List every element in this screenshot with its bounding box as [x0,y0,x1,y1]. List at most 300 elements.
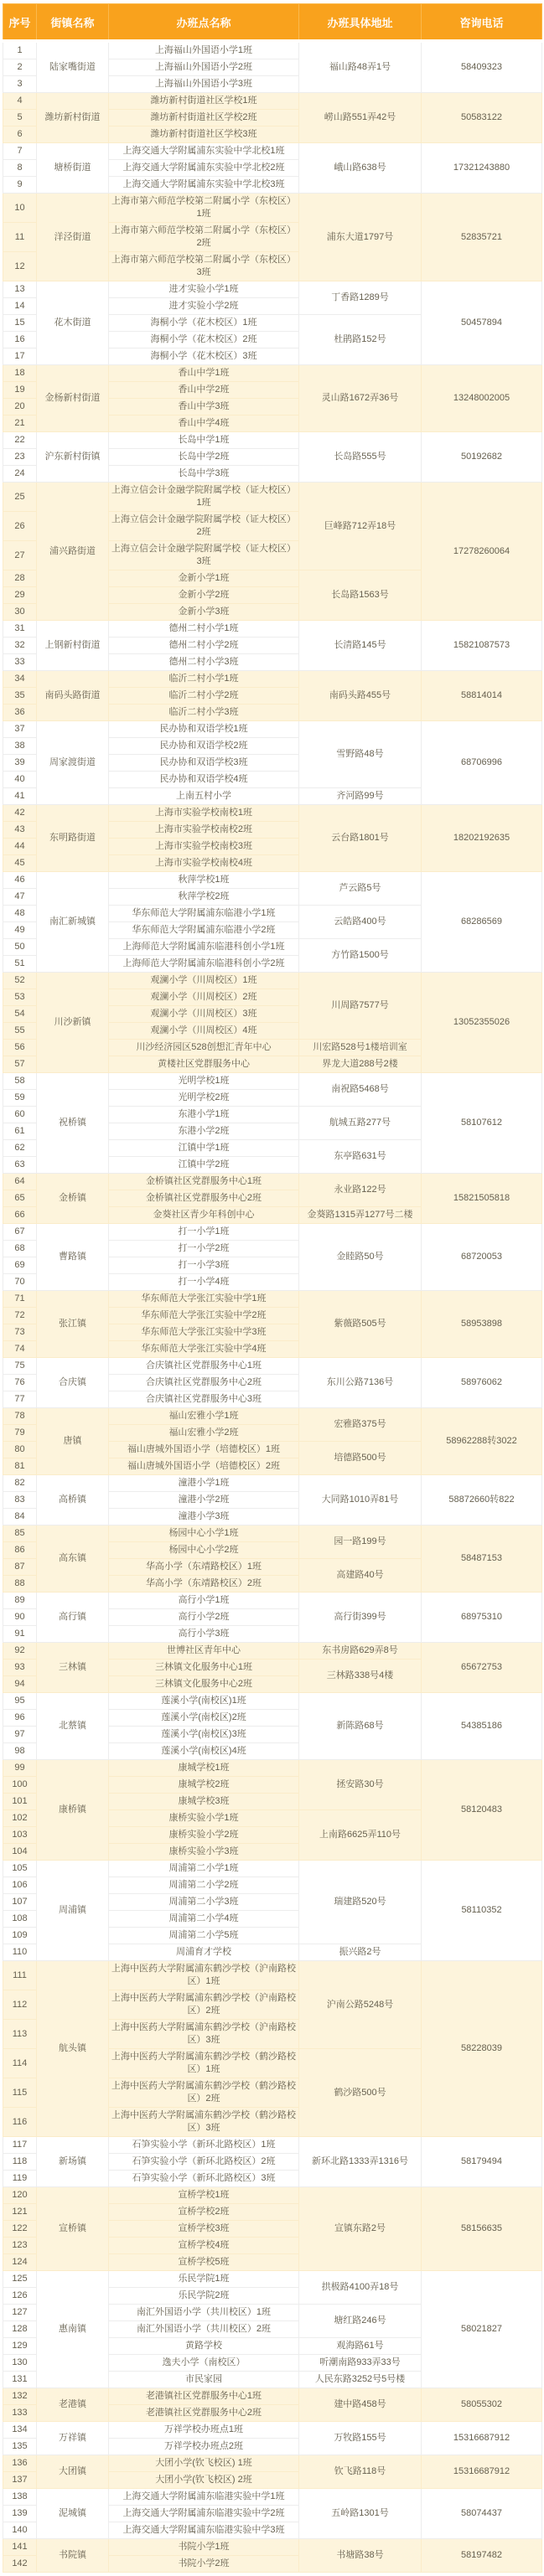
site-name-cell: 福山宏雅小学1班 [109,1408,299,1425]
site-name-cell: 临沂二村小学1班 [109,671,299,688]
site-address-cell: 杜鹃路152号 [299,315,422,365]
site-name-cell: 康城学校3班 [109,1794,299,1810]
row-number-cell: 8 [3,160,37,177]
phone-cell: 58156635 [422,2187,542,2271]
site-name-cell: 德州二村小学3班 [109,654,299,671]
site-name-cell: 上海市实验学校南校1班 [109,805,299,822]
row-number-cell: 58 [3,1073,37,1090]
site-name-cell: 周浦第二小学5班 [109,1928,299,1944]
row-number-cell: 96 [3,1710,37,1727]
table-row [3,2489,542,2506]
row-number-cell: 108 [3,1911,37,1928]
table-row [3,2388,542,2405]
site-name-cell: 上海市第六师范学校第二附属小学（东校区）2班 [109,223,299,252]
row-number-cell: 116 [3,2108,37,2137]
row-number-cell: 92 [3,1643,37,1660]
row-number-cell: 91 [3,1626,37,1643]
row-number-cell: 141 [3,2539,37,2556]
phone-cell: 68720053 [422,1224,542,1291]
row-number-cell: 37 [3,721,37,738]
row-number-cell: 76 [3,1375,37,1391]
site-name-cell: 长岛中学2班 [109,449,299,466]
site-name-cell: 市民家园 [109,2372,299,2388]
row-number-cell: 38 [3,738,37,755]
phone-cell: 58228039 [422,1961,542,2137]
phone-cell: 52835721 [422,194,542,281]
row-number-cell: 66 [3,1207,37,1224]
table-row [3,281,542,298]
row-number-cell: 123 [3,2238,37,2254]
row-number-cell: 119 [3,2171,37,2187]
row-number-cell: 35 [3,688,37,705]
phone-cell: 58814014 [422,671,542,721]
site-name-cell: 福山唐城外国语小学（培德校区）2班 [109,1458,299,1475]
row-number-cell: 72 [3,1308,37,1324]
site-name-cell: 民办协和双语学校2班 [109,738,299,755]
site-name-cell: 潍坊新村街道社区学校2班 [109,110,299,126]
site-address-cell: 东亭路631号 [299,1140,422,1174]
town-name-cell: 北蔡镇 [37,1693,109,1760]
table-row [3,432,542,449]
town-name-cell: 航头镇 [37,1961,109,2137]
town-name-cell: 花木街道 [37,281,109,365]
row-number-cell: 47 [3,889,37,906]
row-number-cell: 115 [3,2078,37,2108]
row-number-cell: 60 [3,1107,37,1123]
row-number-cell: 67 [3,1224,37,1241]
row-number-cell: 105 [3,1861,37,1877]
site-address-cell: 芦云路5号 [299,872,422,906]
phone-cell: 68286569 [422,872,542,973]
site-address-cell: 峨山路638号 [299,143,422,194]
site-name-cell: 莲溪小学(南校区)4班 [109,1743,299,1760]
site-address-cell: 长岛路1563号 [299,570,422,621]
row-number-cell: 43 [3,822,37,839]
row-number-cell: 56 [3,1040,37,1056]
row-number-cell: 80 [3,1442,37,1458]
site-name-cell: 上海福山外国语小学1班 [109,41,299,59]
row-number-cell: 20 [3,399,37,416]
site-name-cell: 宣桥学校3班 [109,2221,299,2238]
site-name-cell: 周浦第二小学3班 [109,1894,299,1911]
site-name-cell: 民办协和双语学校4班 [109,772,299,788]
site-name-cell: 万祥学校办班点1班 [109,2422,299,2439]
site-address-cell: 崂山路551弄42号 [299,93,422,143]
table-row [3,1408,542,1425]
table-row [3,973,542,989]
site-name-cell: 黄路学校 [109,2338,299,2355]
row-number-cell: 127 [3,2305,37,2321]
row-number-cell: 24 [3,466,37,483]
site-address-cell: 长岛路555号 [299,432,422,483]
row-number-cell: 125 [3,2271,37,2288]
row-number-cell: 121 [3,2204,37,2221]
town-name-cell: 万祥镇 [37,2422,109,2455]
site-address-cell: 瑞建路520号 [299,1861,422,1944]
row-number-cell: 32 [3,638,37,654]
row-number-cell: 6 [3,126,37,143]
site-address-cell: 新环北路1333弄1316号 [299,2137,422,2187]
site-address-cell: 灵山路1672弄36号 [299,365,422,432]
site-address-cell: 观海路61号 [299,2338,422,2355]
phone-cell: 15316687912 [422,2455,542,2489]
row-number-cell: 11 [3,223,37,252]
site-address-cell: 宏雅路375号 [299,1408,422,1442]
row-number-cell: 5 [3,110,37,126]
town-name-cell: 陆家嘴街道 [37,41,109,93]
town-name-cell: 祝桥镇 [37,1073,109,1174]
phone-cell: 15821087573 [422,621,542,671]
site-name-cell: 潼港小学3班 [109,1509,299,1525]
site-name-cell: 川沙经济园区528创想汇青年中心 [109,1040,299,1056]
phone-cell: 15821505818 [422,1174,542,1224]
table-row [3,1760,542,1777]
row-number-cell: 140 [3,2522,37,2539]
table-row [3,671,542,688]
row-number-cell: 61 [3,1123,37,1140]
row-number-cell: 62 [3,1140,37,1157]
site-name-cell: 临沂二村小学3班 [109,705,299,721]
site-name-cell: 宣桥学校2班 [109,2204,299,2221]
site-name-cell: 合庆镇社区党群服务中心2班 [109,1375,299,1391]
phone-cell: 50457894 [422,281,542,365]
town-name-cell: 曹路镇 [37,1224,109,1291]
table-row [3,721,542,738]
table-row [3,1593,542,1609]
phone-cell: 18202192635 [422,805,542,872]
row-number-cell: 82 [3,1475,37,1492]
row-number-cell: 81 [3,1458,37,1475]
phone-cell: 50583122 [422,93,542,143]
town-name-cell: 沪东新村街镇 [37,432,109,483]
site-name-cell: 德州二村小学1班 [109,621,299,638]
row-number-cell: 4 [3,93,37,110]
table-row [3,1961,542,1990]
town-name-cell: 东明路街道 [37,805,109,872]
table-row [3,194,542,223]
site-name-cell: 进才实验小学1班 [109,281,299,298]
row-number-cell: 65 [3,1190,37,1207]
row-number-cell: 54 [3,1006,37,1023]
table-row [3,1643,542,1660]
site-address-cell: 上南路6625弄110号 [299,1810,422,1861]
phone-cell: 68706996 [422,721,542,805]
town-name-cell: 周家渡街道 [37,721,109,805]
site-name-cell: 周浦第二小学4班 [109,1911,299,1928]
row-number-cell: 45 [3,855,37,872]
site-address-cell: 园一路199号 [299,1525,422,1559]
table-row [3,1358,542,1375]
header-town-name: 街镇名称 [37,4,109,42]
row-number-cell: 18 [3,365,37,382]
site-name-cell: 康城学校2班 [109,1777,299,1794]
row-number-cell: 55 [3,1023,37,1040]
site-name-cell: 逸夫小学（南校区） [109,2355,299,2372]
row-number-cell: 122 [3,2221,37,2238]
town-name-cell: 惠南镇 [37,2271,109,2388]
site-address-cell: 钦飞路118号 [299,2455,422,2489]
row-number-cell: 2 [3,59,37,76]
site-address-cell: 长清路145号 [299,621,422,671]
row-number-cell: 39 [3,755,37,772]
site-name-cell: 上海中医药大学附属浦东鹤沙学校（沪南路校区）3班 [109,2020,299,2049]
site-name-cell: 老港镇社区党群服务中心2班 [109,2405,299,2422]
site-name-cell: 上海交通大学附属浦东临港实验中学3班 [109,2522,299,2539]
town-name-cell: 张江镇 [37,1291,109,1358]
site-name-cell: 民办协和双语学校3班 [109,755,299,772]
row-number-cell: 13 [3,281,37,298]
site-name-cell: 宣桥学校5班 [109,2254,299,2271]
row-number-cell: 84 [3,1509,37,1525]
site-name-cell: 打一小学2班 [109,1241,299,1257]
town-name-cell: 浦兴路街道 [37,483,109,621]
site-name-cell: 海桐小学（花木校区）3班 [109,348,299,365]
row-number-cell: 124 [3,2254,37,2271]
site-name-cell: 乐民学院2班 [109,2288,299,2305]
row-number-cell: 7 [3,143,37,160]
site-name-cell: 上海市第六师范学校第二附属小学（东校区）1班 [109,194,299,223]
table-row [3,93,542,110]
row-number-cell: 77 [3,1391,37,1408]
town-name-cell: 高东镇 [37,1525,109,1593]
row-number-cell: 42 [3,805,37,822]
row-number-cell: 69 [3,1257,37,1274]
site-address-cell: 云台路1801号 [299,805,422,872]
site-name-cell: 香山中学4班 [109,416,299,432]
row-number-cell: 17 [3,348,37,365]
row-number-cell: 83 [3,1492,37,1509]
site-address-cell: 万牧路155号 [299,2422,422,2455]
site-name-cell: 莲溪小学(南校区)2班 [109,1710,299,1727]
table-row [3,1861,542,1877]
row-number-cell: 75 [3,1358,37,1375]
table-header-row [3,4,542,42]
site-address-cell: 南祝路5468号 [299,1073,422,1107]
site-name-cell: 书院小学1班 [109,2539,299,2556]
site-name-cell: 上海立信会计金融学院附属学校（证大校区）2班 [109,512,299,541]
site-name-cell: 打一小学3班 [109,1257,299,1274]
header-site-name: 办班点名称 [109,4,299,42]
row-number-cell: 132 [3,2388,37,2405]
site-name-cell: 香山中学2班 [109,382,299,399]
site-name-cell: 杨园中心小学1班 [109,1525,299,1542]
row-number-cell: 139 [3,2506,37,2522]
site-address-cell: 五岭路1301号 [299,2489,422,2539]
row-number-cell: 46 [3,872,37,889]
table-row [3,1224,542,1241]
table-row [3,2137,542,2154]
site-name-cell: 华高小学（东靖路校区）2班 [109,1576,299,1593]
site-name-cell: 宣桥学校1班 [109,2187,299,2204]
row-number-cell: 135 [3,2439,37,2455]
site-address-cell: 听潮南路933弄33号 [299,2355,422,2372]
row-number-cell: 36 [3,705,37,721]
row-number-cell: 104 [3,1844,37,1861]
town-name-cell: 金桥镇 [37,1174,109,1224]
site-address-cell: 南码头路455号 [299,671,422,721]
site-name-cell: 上海福山外国语小学2班 [109,59,299,76]
phone-cell: 58107612 [422,1073,542,1174]
site-name-cell: 金新小学1班 [109,570,299,587]
row-number-cell: 63 [3,1157,37,1174]
row-number-cell: 87 [3,1559,37,1576]
site-address-cell: 紫薇路505号 [299,1291,422,1358]
phone-cell: 13248002005 [422,365,542,432]
row-number-cell: 34 [3,671,37,688]
site-name-cell: 上海福山外国语小学3班 [109,76,299,93]
row-number-cell: 64 [3,1174,37,1190]
site-name-cell: 上海师范大学附属浦东临港科创小学1班 [109,939,299,956]
phone-cell: 58962288转3022 [422,1408,542,1475]
row-number-cell: 112 [3,1990,37,2020]
row-number-cell: 28 [3,570,37,587]
site-name-cell: 江镇中学1班 [109,1140,299,1157]
phone-cell: 17278260064 [422,483,542,621]
site-name-cell: 三林镇文化服务中心2班 [109,1676,299,1693]
row-number-cell: 44 [3,839,37,855]
site-name-cell: 南汇外国语小学（共川校区）2班 [109,2321,299,2338]
row-number-cell: 25 [3,483,37,512]
row-number-cell: 52 [3,973,37,989]
site-name-cell: 合庆镇社区党群服务中心1班 [109,1358,299,1375]
site-address-cell: 沪南公路5248号 [299,1961,422,2049]
site-name-cell: 观澜小学（川周校区）3班 [109,1006,299,1023]
table-row [3,1291,542,1308]
site-name-cell: 上海市第六师范学校第二附属小学（东校区）3班 [109,252,299,281]
row-number-cell: 19 [3,382,37,399]
table-row [3,872,542,889]
table-row [3,2271,542,2288]
site-name-cell: 乐民学院1班 [109,2271,299,2288]
row-number-cell: 103 [3,1827,37,1844]
phone-cell: 58976062 [422,1358,542,1408]
site-address-cell: 雪野路48号 [299,721,422,788]
site-name-cell: 上海师范大学附属浦东临港科创小学2班 [109,956,299,973]
site-name-cell: 上南五村小学 [109,788,299,805]
site-address-cell: 方竹路1500号 [299,939,422,973]
town-name-cell: 上钢新村街道 [37,621,109,671]
row-number-cell: 14 [3,298,37,315]
phone-cell: 58120483 [422,1760,542,1861]
phone-cell: 58179494 [422,2137,542,2187]
town-name-cell: 书院镇 [37,2539,109,2573]
site-address-cell: 塘红路246号 [299,2305,422,2338]
site-name-cell: 华东师范大学张江实验中学1班 [109,1291,299,1308]
town-name-cell: 潍坊新村街道 [37,93,109,143]
row-number-cell: 57 [3,1056,37,1073]
site-name-cell: 上海市实验学校南校3班 [109,839,299,855]
site-name-cell: 黄楼社区党群服务中心 [109,1056,299,1073]
site-name-cell: 上海交通大学附属浦东实验中学北校1班 [109,143,299,160]
row-number-cell: 49 [3,922,37,939]
table-body [3,41,542,2573]
site-name-cell: 三林镇文化服务中心1班 [109,1660,299,1676]
row-number-cell: 51 [3,956,37,973]
phone-cell: 58021827 [422,2271,542,2388]
row-number-cell: 15 [3,315,37,332]
site-name-cell: 上海交通大学附属浦东临港实验中学1班 [109,2489,299,2506]
site-name-cell: 宣桥学校4班 [109,2238,299,2254]
site-name-cell: 南汇外国语小学（共川校区）1班 [109,2305,299,2321]
site-name-cell: 进才实验小学2班 [109,298,299,315]
site-name-cell: 光明学校2班 [109,1090,299,1107]
header-phone: 咨询电话 [422,4,542,42]
site-name-cell: 老港镇社区党群服务中心1班 [109,2388,299,2405]
site-name-cell: 康桥实验小学2班 [109,1827,299,1844]
row-number-cell: 93 [3,1660,37,1676]
site-address-cell: 丁香路1289号 [299,281,422,315]
row-number-cell: 97 [3,1727,37,1743]
row-number-cell: 33 [3,654,37,671]
row-number-cell: 29 [3,587,37,604]
site-name-cell: 打一小学1班 [109,1224,299,1241]
site-address-cell: 界龙大道288号2楼 [299,1056,422,1073]
row-number-cell: 95 [3,1693,37,1710]
town-name-cell: 三林镇 [37,1643,109,1693]
site-name-cell: 金新小学3班 [109,604,299,621]
row-number-cell: 22 [3,432,37,449]
town-name-cell: 老港镇 [37,2388,109,2422]
site-name-cell: 上海市实验学校南校4班 [109,855,299,872]
table-row [3,365,542,382]
site-name-cell: 德州二村小学2班 [109,638,299,654]
phone-cell: 58197482 [422,2539,542,2573]
row-number-cell: 50 [3,939,37,956]
site-address-cell: 建中路458号 [299,2388,422,2422]
site-name-cell: 上海市实验学校南校2班 [109,822,299,839]
row-number-cell: 131 [3,2372,37,2388]
table-row [3,1525,542,1542]
site-name-cell: 上海中医药大学附属浦东鹤沙学校（沪南路校区）1班 [109,1961,299,1990]
site-name-cell: 上海立信会计金融学院附属学校（证大校区）3班 [109,541,299,570]
site-address-cell: 拱极路4100弄18号 [299,2271,422,2305]
row-number-cell: 40 [3,772,37,788]
site-address-cell: 书塘路38号 [299,2539,422,2573]
site-name-cell: 潼港小学1班 [109,1475,299,1492]
town-name-cell: 宣桥镇 [37,2187,109,2271]
row-number-cell: 88 [3,1576,37,1593]
row-number-cell: 94 [3,1676,37,1693]
row-number-cell: 117 [3,2137,37,2154]
phone-cell: 58872660转822 [422,1475,542,1525]
site-name-cell: 华东师范大学附属浦东临港小学1班 [109,906,299,922]
site-name-cell: 华东师范大学张江实验中学4班 [109,1341,299,1358]
site-name-cell: 康城学校1班 [109,1760,299,1777]
row-number-cell: 27 [3,541,37,570]
site-name-cell: 华东师范大学张江实验中学3班 [109,1324,299,1341]
town-name-cell: 川沙新镇 [37,973,109,1073]
site-name-cell: 上海立信会计金融学院附属学校（证大校区）1班 [109,483,299,512]
row-number-cell: 101 [3,1794,37,1810]
site-name-cell: 观澜小学（川周校区）2班 [109,989,299,1006]
table-row [3,1073,542,1090]
phone-cell: 58055302 [422,2388,542,2422]
row-number-cell: 138 [3,2489,37,2506]
town-name-cell: 泥城镇 [37,2489,109,2539]
site-name-cell: 上海交通大学附属浦东实验中学北校3班 [109,177,299,194]
row-number-cell: 21 [3,416,37,432]
header-site-address: 办班具体地址 [299,4,422,42]
row-number-cell: 109 [3,1928,37,1944]
site-address-cell: 高行街399号 [299,1593,422,1643]
site-address-cell: 新陈路68号 [299,1693,422,1760]
site-name-cell: 江镇中学2班 [109,1157,299,1174]
town-name-cell: 唐镇 [37,1408,109,1475]
site-name-cell: 华高小学（东靖路校区）1班 [109,1559,299,1576]
row-number-cell: 31 [3,621,37,638]
row-number-cell: 118 [3,2154,37,2171]
site-name-cell: 福山唐城外国语小学（培德校区）1班 [109,1442,299,1458]
